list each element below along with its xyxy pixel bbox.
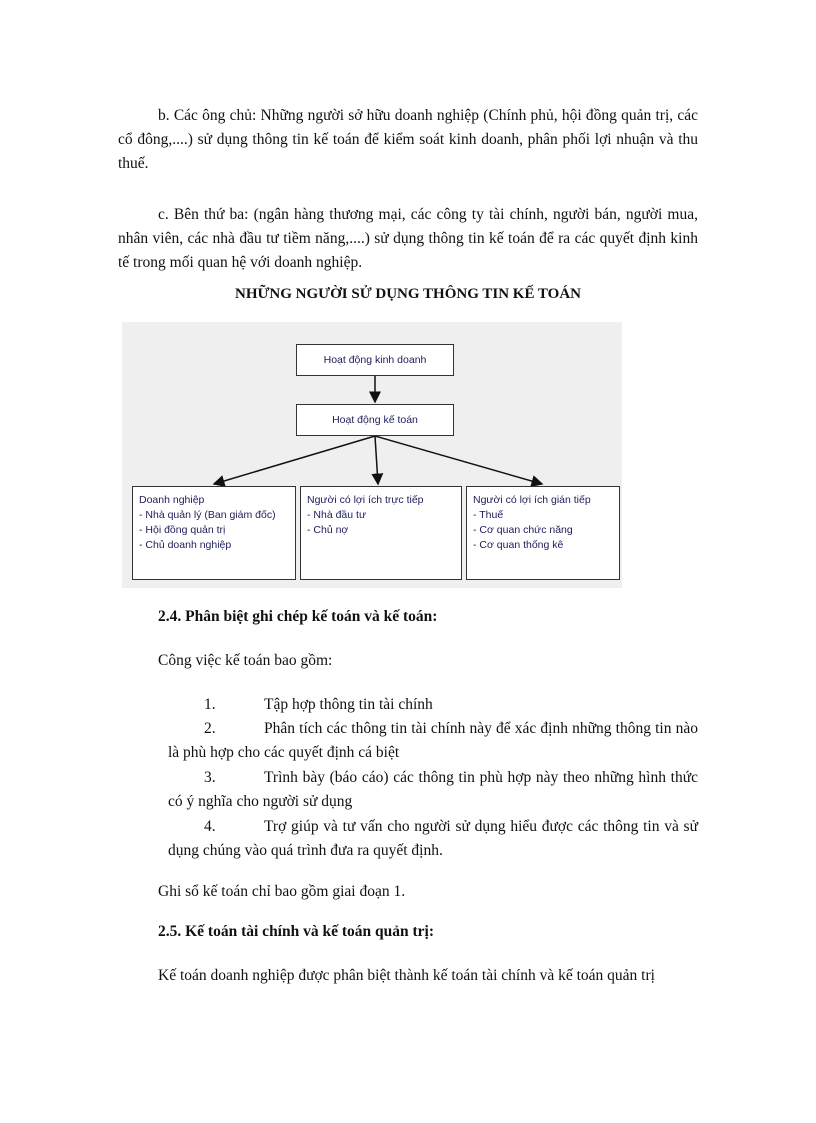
list-text: Trợ giúp và tư vấn cho người sử dụng hiểu được các thông tin và sử dụng chúng vào quá trình đưa ra quyết định.	[168, 818, 698, 859]
list-text: Phân tích các thông tin tài chính này để xác định những thông tin nào là phù hợp cho các quyết định cá biệt	[168, 720, 698, 761]
box-indirect-interest	[466, 486, 620, 580]
list-item: - Chủ nợ	[307, 524, 349, 536]
list-text: Tập hợp thông tin tài chính	[264, 696, 433, 713]
list-number: 2.	[204, 720, 216, 737]
list-item: - Nhà quản lý (Ban giám đốc)	[139, 509, 276, 521]
list-text: Trình bày (báo cáo) các thông tin phù hợp này theo những hình thức có ý nghĩa cho người sử dụng	[168, 769, 698, 810]
box-enterprise-title: Doanh nghiệp	[139, 494, 205, 506]
list-item	[168, 815, 698, 863]
list-item: - Cơ quan thống kê	[473, 539, 564, 551]
arrow-to-box3	[375, 436, 542, 484]
list-number: 3.	[204, 769, 216, 786]
users-diagram	[122, 322, 622, 588]
list-item: - Thuế	[473, 509, 504, 521]
box-business-activity: Hoạt động kinh doanh	[296, 344, 454, 376]
box-direct-interest	[300, 486, 462, 580]
list-number: 4.	[204, 818, 216, 835]
list-item	[168, 693, 698, 717]
list-number: 1.	[204, 696, 216, 713]
section-2-5-text: Kế toán doanh nghiệp được phân biệt thành kế toán tài chính và kế toán quản trị	[158, 967, 655, 984]
list-item: - Hội đồng quản trị	[139, 524, 226, 536]
arrow-to-box1	[214, 436, 375, 484]
box-indirect-interest-title: Người có lợi ích gián tiếp	[473, 494, 591, 506]
diagram-title: NHỮNG NGƯỜI SỬ DỤNG THÔNG TIN KẾ TOÁN	[234, 286, 582, 302]
box-enterprise	[132, 486, 296, 580]
list-item: - Cơ quan chức năng	[473, 524, 573, 536]
list-item: - Chủ doanh nghiệp	[139, 539, 232, 551]
section-intro: Công việc kế toán bao gồm:	[158, 652, 333, 669]
box-direct-interest-title: Người có lợi ích trực tiếp	[307, 494, 424, 506]
list-item	[168, 717, 698, 765]
paragraph-third-party: c. Bên thứ ba: (ngân hàng thương mại, các công ty tài chính, người bán, người mua, nhân viên, các nhà đầu tư tiềm năng,....) sử dụng thông tin kế toán để ra các quyết định kinh tế trong mối quan hệ với doanh nghiệp.	[118, 206, 698, 271]
paragraph-owners: b. Các ông chủ: Những người sở hữu doanh nghiệp (Chính phủ, hội đồng quản trị, các cổ đông,....) sử dụng thông tin kế toán để kiểm soát kinh doanh, phân phối lợi nhuận và thu thuế.	[118, 107, 698, 172]
bookkeeping-note: Ghi sổ kế toán chỉ bao gồm giai đoạn 1.	[158, 883, 406, 900]
box-accounting-activity: Hoạt động kế toán	[296, 404, 454, 436]
list-item	[168, 766, 698, 814]
section-heading-2-5: 2.5. Kế toán tài chính và kế toán quản trị:	[158, 923, 435, 940]
section-heading-2-4: 2.4. Phân biệt ghi chép kế toán và kế toán:	[158, 608, 438, 625]
list-item: - Nhà đầu tư	[307, 509, 366, 521]
arrow-to-box2	[375, 436, 378, 484]
